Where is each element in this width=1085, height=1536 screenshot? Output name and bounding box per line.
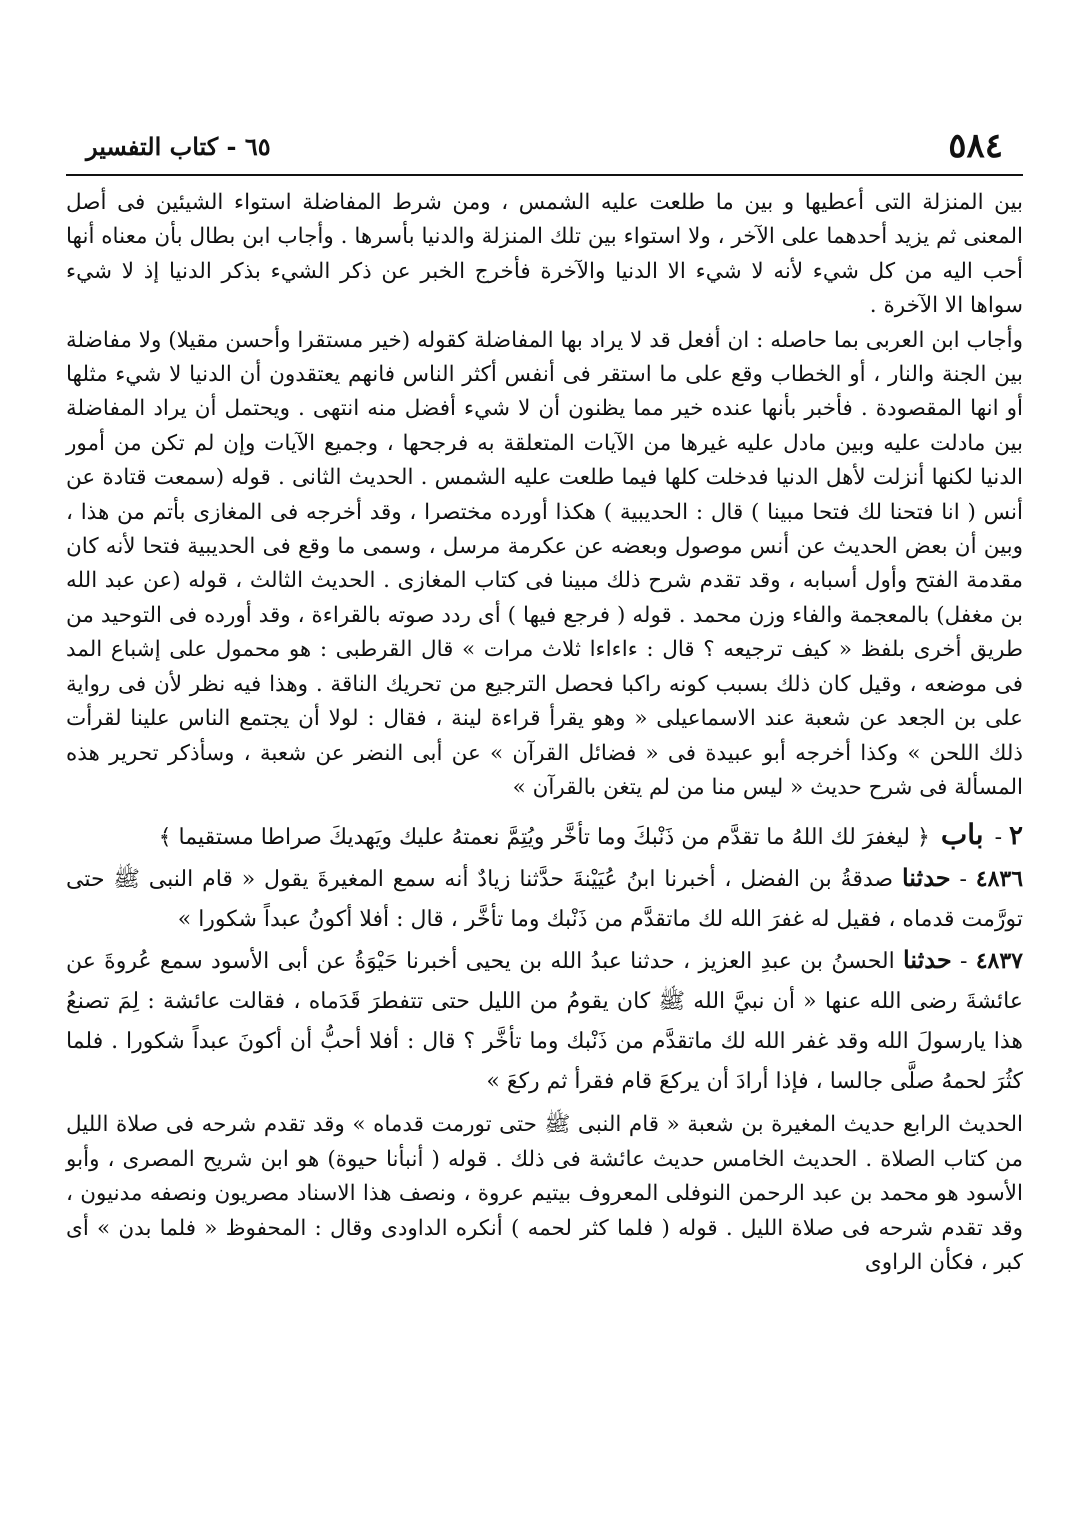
paragraph: وأجاب ابن العربى بما حاصله : ان أفعل قد لا يراد بها المفاضلة كقوله (خير مستقرا وأحسن مقيلا) ولا مفاضلة بين الجنة والنار ، أو الخطاب وقع على ما استقر فى أنفس أكثر الناس فانهم يعتقدون أن الدنيا لا شيء مثلها أو انها المقصودة . فأخبر بأنها عنده خير مما يظنون أن لا شيء أفضل منه انتهى . ويحتمل أن يراد المفاضلة بين مادلت عليه وبين مادل عليه غيرها من الآيات المتعلقة به فرجحها ، وجميع الآيات وإن لم تكن من أمور الدنيا لكنها أنزلت لأهل الدنيا فدخلت كلها فيما طلعت عليه الشمس . الحديث الثانى . قوله (سمعت قتادة عن أنس ( انا فتحنا لك فتحا مبينا ) قال : الحديبية ) هكذا أورده مختصرا ، وقد أخرجه فى المغازى بأتم من هذا ، وبين أن بعض الحديث عن أنس موصول وبعضه عن عكرمة مرسل ، وسمى ما وقع فى الحديبية فتحا لأنه كان مقدمة الفتح وأول أسبابه ، وقد تقدم شرح ذلك مبينا فى كتاب المغازى . الحديث الثالث ، قوله (عن عبد الله بن مغفل) بالمعجمة والفاء وزن محمد . قوله ( فرجع فيها ) أى ردد صوته بالقراءة ، وقد أورده فى التوحيد من طريق أخرى بلفظ « كيف ترجيعه ؟ قال : ءاءاءا ثلاث مرات » قال القرطبى : هو محمول على إشباع المد فى موضعه ، وقيل كان ذلك بسبب كونه راكبا فحصل الترجيع من تحريك الناقة . وهذا فيه نظر لأن فى رواية على بن الجعد عن شعبة عند الاسماعيلى « وهو يقرأ قراءة لينة ، فقال : لولا أن يجتمع الناس علينا لقرأت ذلك اللحن » وكذا أخرجه أبو عبيدة فى « فضائل القرآن » عن أبى النضر عن شعبة ، وسأذكر تحرير هذه المسألة فى شرح حديث « ليس منا من لم يتغن بالقرآن » (66, 327, 1023, 800)
hadith-dash: - (960, 949, 968, 975)
paragraph: بين المنزلة التى أعطيها و بين ما طلعت عليه الشمس ، ومن شرط المفاضلة استواء الشيئين فى أصل المعنى ثم يزيد أحدهما على الآخر ، ولا استواء بين تلك المنزلة والدنيا بأسرها . وأجاب ابن بطال بأن معناه أنها أحب اليه من كل شيء لأنه لا شيء الا الدنيا والآخرة فأخرج الخبر عن ذكر الشيء بذكر الدنيا إذ لا شيء سواها الا الآخرة . (66, 190, 1023, 319)
chapter-word: باب (940, 818, 984, 852)
chapter-heading (66, 815, 1023, 858)
hadith (66, 858, 1023, 940)
hadith-text: الحسنُ بن عبدِ العزيز ، حدثنا عبدُ الله بن يحيى أخبرنا حَيْوَةُ عن أبى الأسود سمع عُروةَ عن عائشةَ رضى الله عنها « أن نبيَّ الله ﷺ كان يقومُ من الليل حتى تتفطرَ قَدَماه ، فقالت عائشة : لِمَ تصنعُ هذا يارسولَ الله وقد غفر الله لك ماتقدَّم من ذَنْبك وما تأخَّر ؟ قال : أفلا أحبُّ أن أكونَ عبداً شكورا . فلما كثُرَ لحمهُ صلَّى جالسا ، فإذا أرادَ أن يركعَ قام فقرأ ثم ركعَ » (66, 949, 1023, 1095)
page-body (66, 186, 1023, 1280)
chapter-title: ﴿ ليغفرَ لك اللهُ ما تقدَّم من ذَنْبكَ وما تأخَّر ويُتِمَّ نعمتهُ عليك ويَهديكَ صراطا مستقيما ﴾ (158, 825, 930, 851)
hadith-text: صدقةُ بن الفضل ، أخبرنا ابنُ عُيَيْنةَ حدَّثنا زيادٌ أنه سمع المغيرةَ يقول « قام النبى ﷺ حتى تورَّمت قدماه ، فقيل له غفرَ الله لك ماتقدَّم من ذَنْبك وما تأخَّر ، قال : أفلا أكونُ عبداً شكورا » (66, 867, 1023, 933)
haddathana-word: حدثنا (903, 945, 952, 975)
chapter-number: ٢ (1009, 821, 1023, 852)
haddathana-word: حدثنا (901, 863, 951, 893)
running-head: ٦٥ - كتاب التفسير (86, 132, 271, 161)
hadith-number: ٤٨٣٦ (975, 866, 1024, 893)
commentary-paragraph: الحديث الرابع حديث المغيرة بن شعبة « قام النبى ﷺ حتى تورمت قدماه » وقد تقدم شرحه فى صلاة الليل من كتاب الصلاة . الحديث الخامس حديث عائشة فى ذلك . قوله ( أنبأنا حيوة) هو ابن شريح المصرى ، وأبو الأسود هو محمد بن عبد الرحمن النوفلى المعروف بيتيم عروة ، ونصف هذا الاسناد مصريون ونصفه مدنيون ، وقد تقدم شرحه فى صلاة الليل . قوله ( فلما كثر لحمه ) أنكره الداودى وقال : المحفوظ « فلما بدن » أى كبر ، فكأن الراوى (66, 1112, 1023, 1275)
page-number: ٥٨٤ (948, 126, 1003, 166)
hadith (66, 940, 1023, 1102)
hadith-section (66, 815, 1023, 1102)
hadith-number: ٤٨٣٧ (975, 948, 1023, 975)
hadith-dash: - (959, 867, 967, 893)
chapter-dash: - (994, 825, 1003, 851)
page-header (66, 122, 1023, 176)
